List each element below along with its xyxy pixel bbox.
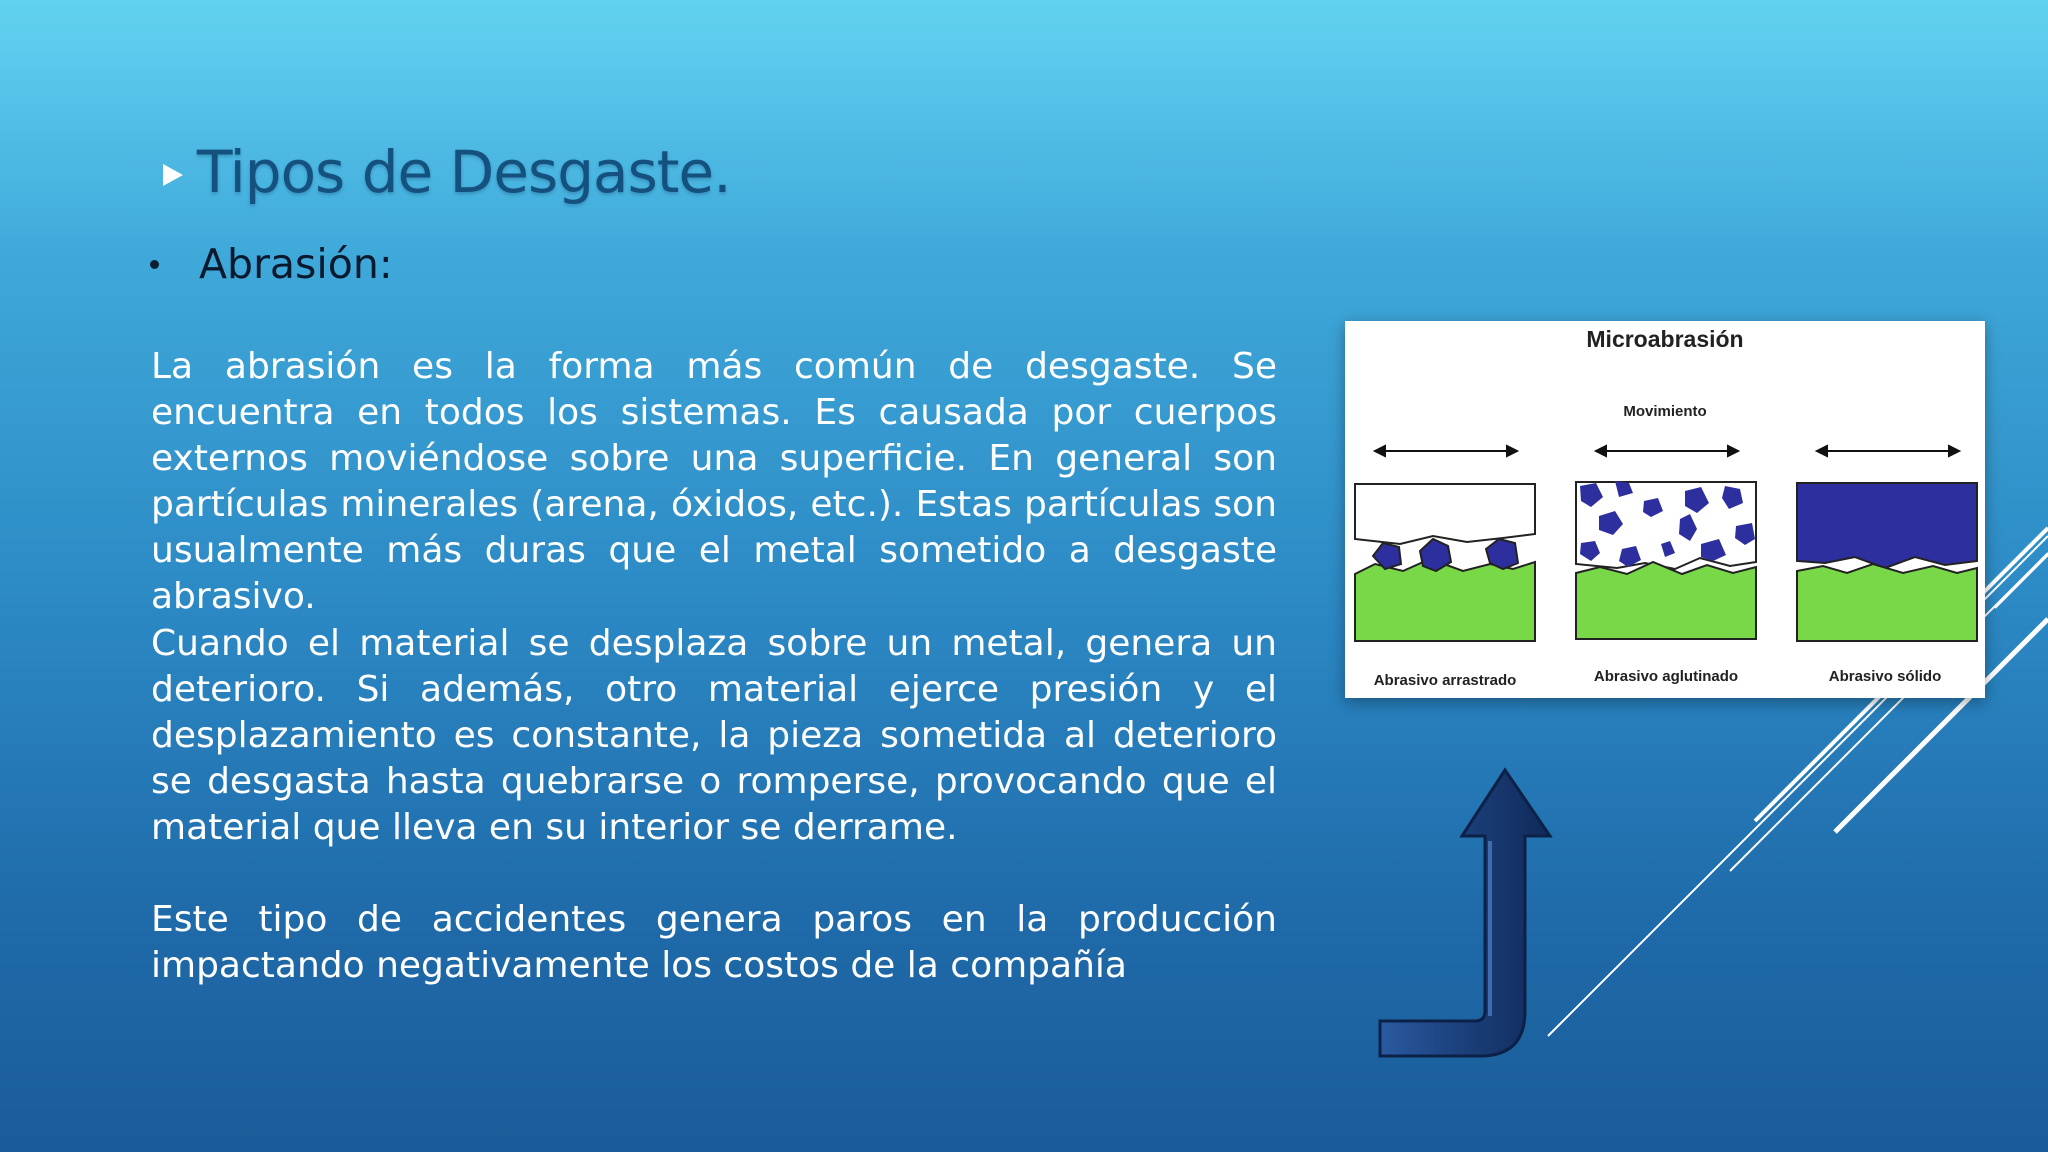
panel-label-arrastrado: Abrasivo arrastrado bbox=[1373, 672, 1517, 689]
subtitle-row bbox=[150, 240, 393, 288]
paragraph-2: Cuando el material se desplaza sobre un metal, genera un deterioro. Si además, otro material ejerce presión y el desplazamiento es constante, la pieza sometida al deterioro se desgasta hasta quebrarse o romperse, provocando que el material que lleva en su interior se derrame. bbox=[151, 623, 1277, 848]
panel-label-aglutinado: Abrasivo aglutinado bbox=[1593, 668, 1739, 685]
slide-title: Tipos de Desgaste. bbox=[197, 138, 731, 206]
panel-solido bbox=[1797, 483, 1977, 641]
microabrasion-figure bbox=[1345, 321, 1985, 698]
panel-arrastrado bbox=[1355, 484, 1535, 641]
movement-label: Movimiento bbox=[1623, 403, 1707, 420]
panel-label-solido: Abrasivo sólido bbox=[1828, 668, 1942, 685]
bullet-dot-icon bbox=[150, 260, 159, 269]
up-arrow-icon bbox=[1370, 766, 1560, 1066]
figure-title: Microabrasión bbox=[1586, 326, 1744, 352]
panel-aglutinado bbox=[1576, 481, 1756, 639]
play-triangle-icon bbox=[163, 164, 183, 186]
movement-arrows bbox=[1375, 446, 1959, 456]
paragraph-3: Este tipo de accidentes genera paros en la producción impactando negativamente los costos de la compañía bbox=[151, 899, 1277, 986]
slide-subtitle: Abrasión: bbox=[199, 240, 393, 288]
slide-title-row bbox=[163, 138, 731, 206]
paragraph-1: La abrasión es la forma más común de desgaste. Se encuentra en todos los sistemas. Es causada por cuerpos externos moviéndose sobre una superficie. En general son partículas minerales (arena, óxidos, etc.). Estas partículas son usualmente más duras que el metal sometido a desgaste abrasivo. bbox=[151, 346, 1277, 617]
